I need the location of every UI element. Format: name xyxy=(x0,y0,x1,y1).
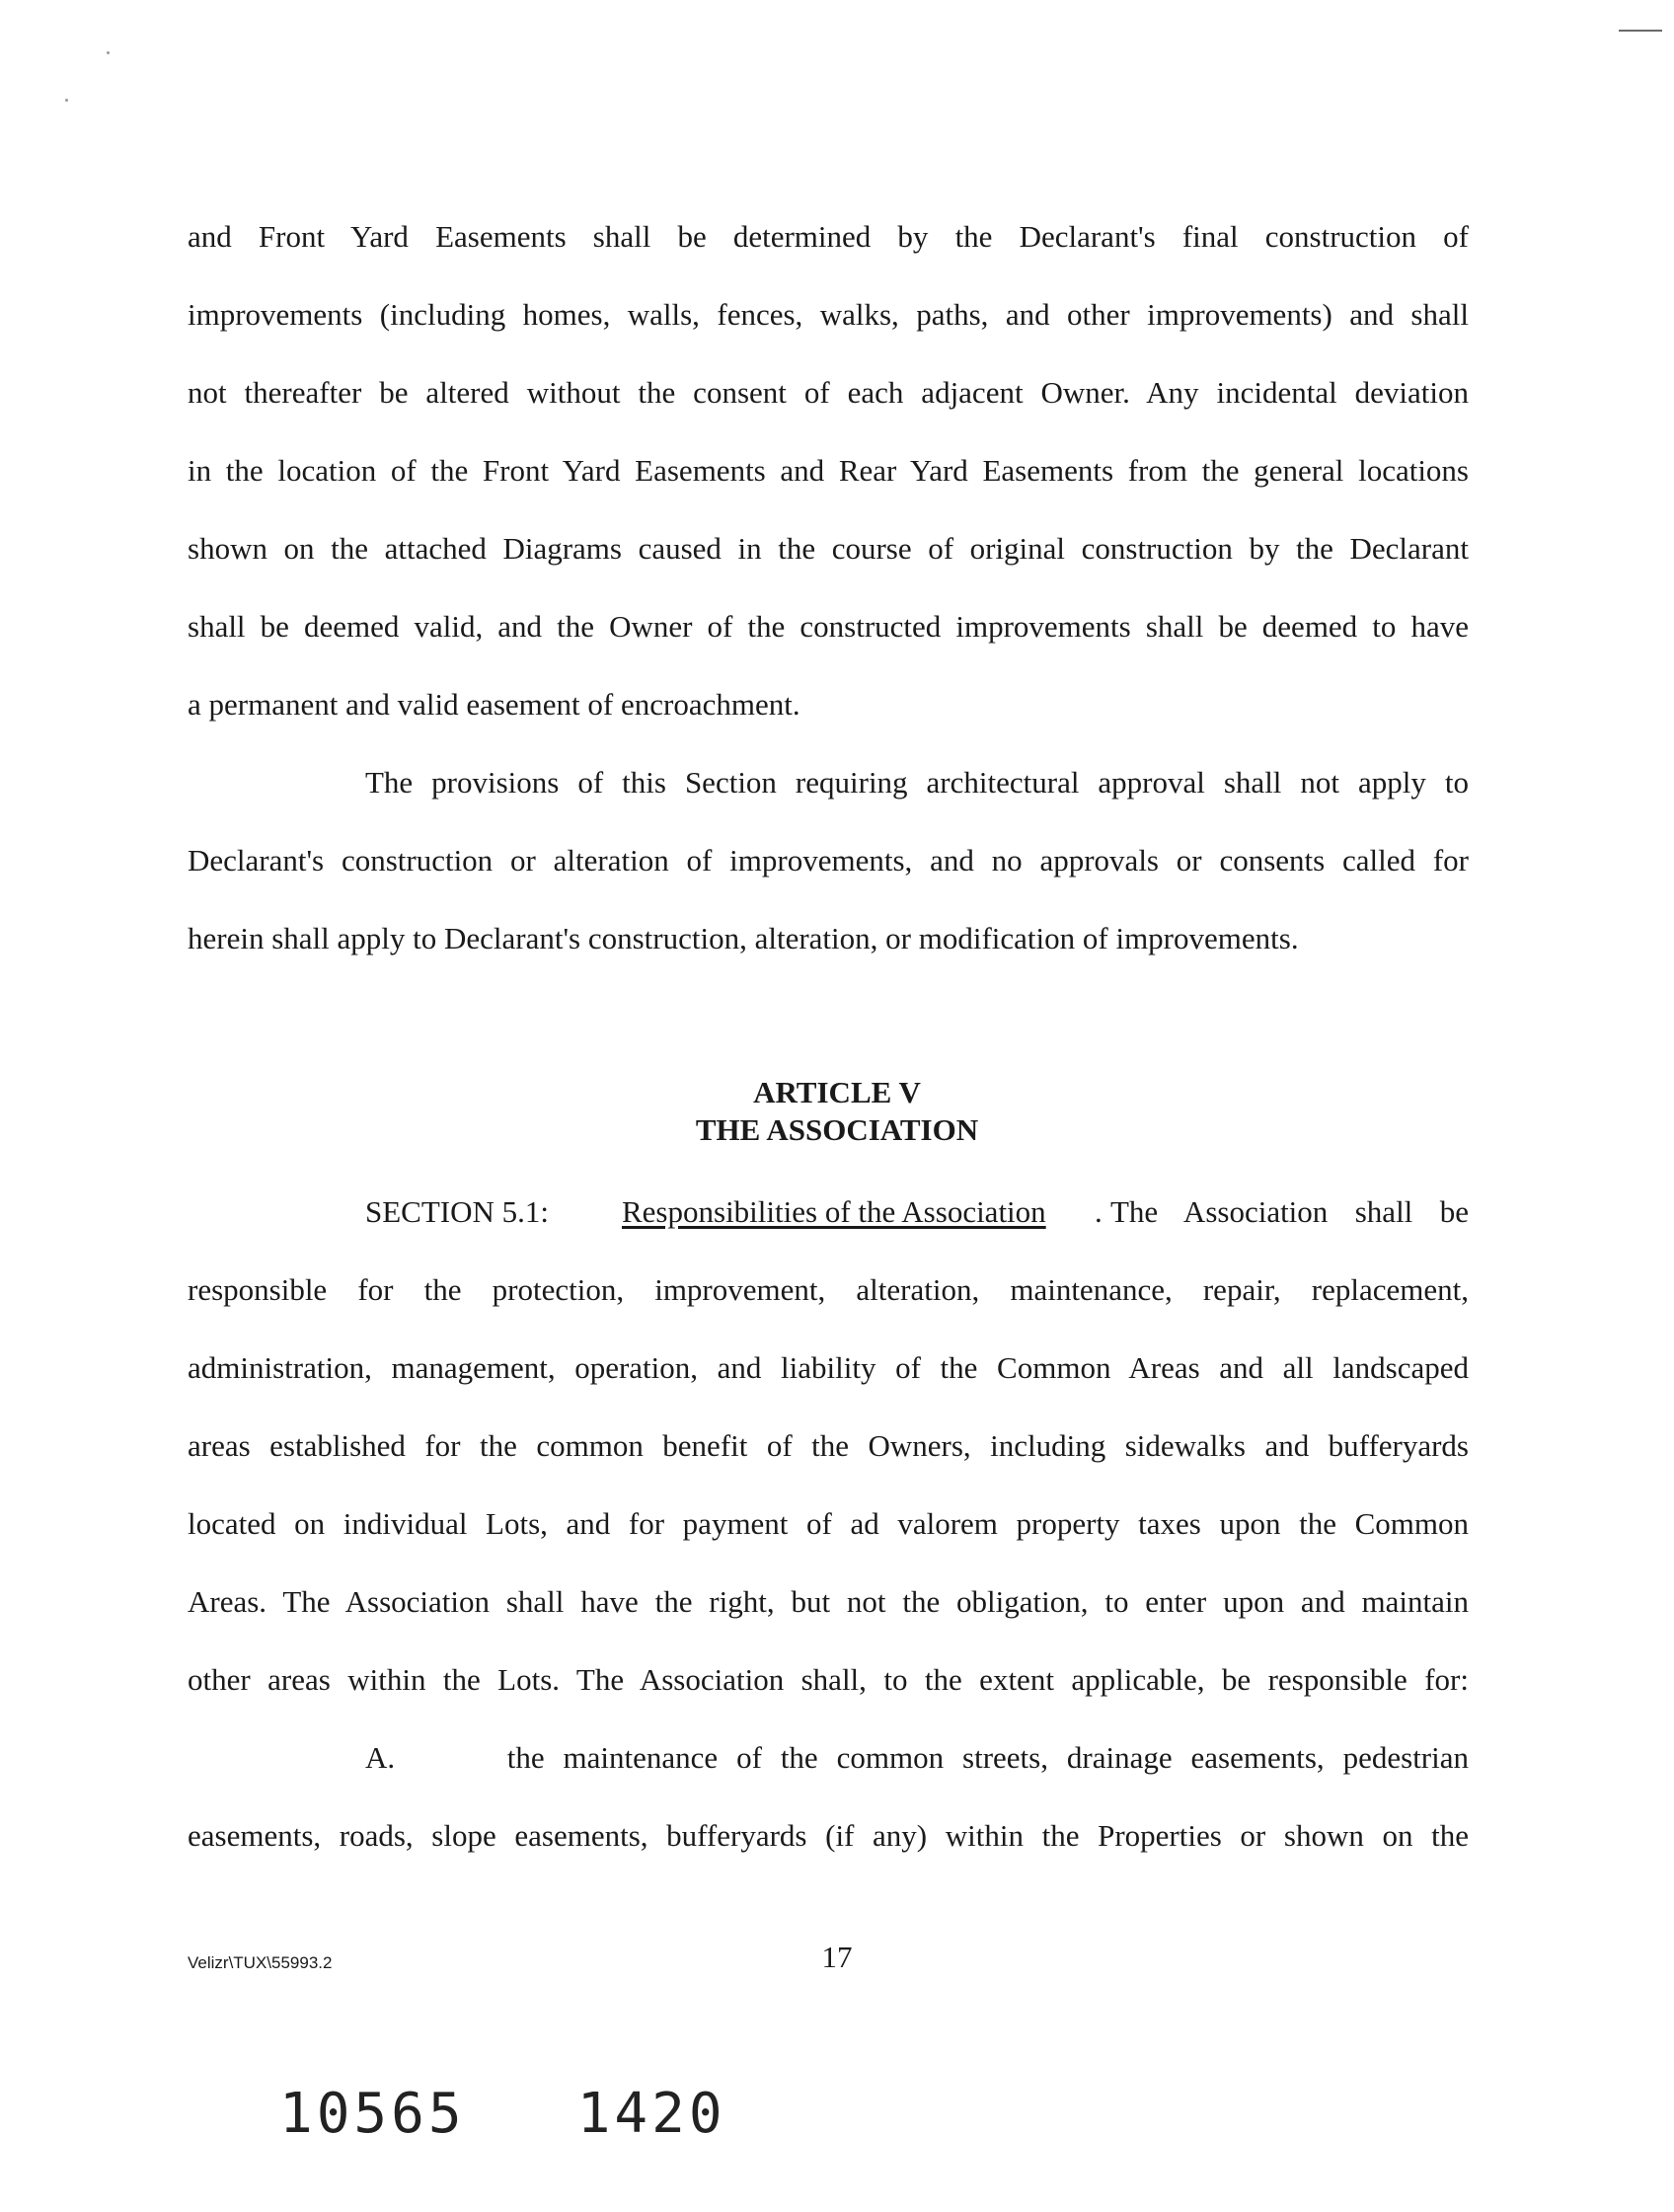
section-title-text: Responsibilities of the Association xyxy=(622,1194,1046,1229)
page-number: 17 xyxy=(821,1940,853,1974)
scan-speck xyxy=(65,99,68,102)
body-line: improvements (including homes, walls, fences, walks, paths, and other improvements) and shall xyxy=(188,297,1469,332)
approval-paragraph-line: Declarant's construction or alteration of improvements, and no approvals or consents called for xyxy=(188,843,1469,877)
body-line: in the location of the Front Yard Easements and Rear Yard Easements from the general locations xyxy=(188,453,1469,488)
article-title: THE ASSOCIATION xyxy=(695,1112,979,1147)
scan-corner-mark xyxy=(1619,30,1662,32)
approval-paragraph-line: herein shall apply to Declarant's construction, alteration, or modification of improvements. xyxy=(188,921,1299,955)
body-line: and Front Yard Easements shall be determined by the Declarant's final construction of xyxy=(188,219,1469,254)
article-number: ARTICLE V xyxy=(753,1075,921,1109)
body-line: a permanent and valid easement of encroachment. xyxy=(188,687,800,722)
item-a-line: A. the maintenance of the common streets, drainage easements, pedestrian xyxy=(365,1740,1469,1775)
section-first-line-rest: The Association shall be xyxy=(1110,1194,1469,1229)
body-line: shall be deemed valid, and the Owner of the constructed improvements shall be deemed to have xyxy=(188,609,1469,644)
section-line: areas established for the common benefit of the Owners, including sidewalks and bufferyards xyxy=(188,1428,1469,1463)
section-title xyxy=(622,1192,1046,1232)
section-line: located on individual Lots, and for payment of ad valorem property taxes upon the Common xyxy=(188,1506,1469,1541)
section-line: Areas. The Association shall have the right, but not the obligation, to enter upon and maintain xyxy=(188,1584,1469,1619)
section-title-period: . xyxy=(1095,1194,1103,1229)
body-line: not thereafter be altered without the consent of each adjacent Owner. Any incidental deviation xyxy=(188,375,1469,410)
scan-speck xyxy=(107,51,110,54)
document-reference: Velizr\TUX\55993.2 xyxy=(188,1953,333,1972)
approval-paragraph-line: The provisions of this Section requiring architectural approval shall not apply to xyxy=(365,765,1469,800)
body-line: shown on the attached Diagrams caused in the course of original construction by the Declarant xyxy=(188,531,1469,566)
section-line: responsible for the protection, improvement, alteration, maintenance, repair, replacement, xyxy=(188,1272,1469,1307)
item-a-line: easements, roads, slope easements, bufferyards (if any) within the Properties or shown on the xyxy=(188,1818,1469,1853)
recording-stamp: 10565 1420 xyxy=(279,2082,726,2146)
section-label: SECTION 5.1: xyxy=(365,1194,549,1229)
section-line: other areas within the Lots. The Association shall, to the extent applicable, be responsible for: xyxy=(188,1662,1469,1697)
section-line: administration, management, operation, and liability of the Common Areas and all landscaped xyxy=(188,1350,1469,1385)
